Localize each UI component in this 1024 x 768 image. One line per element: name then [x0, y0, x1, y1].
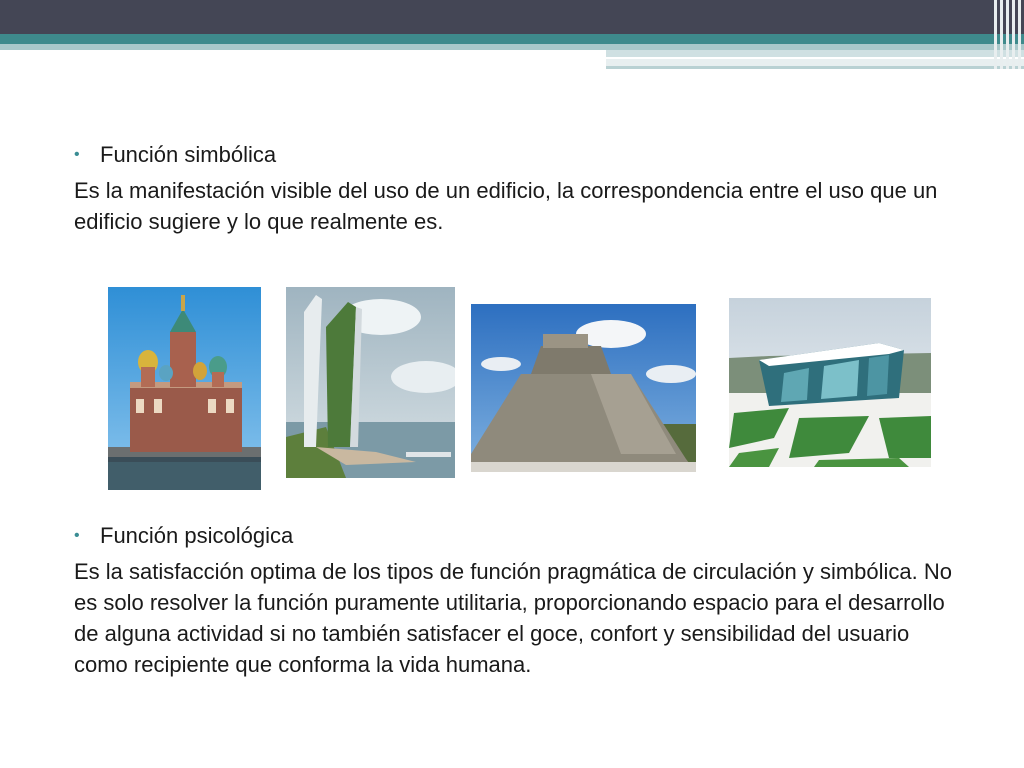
bullet-funcion-psicologica	[74, 523, 293, 549]
header-tab-line	[606, 57, 1024, 59]
glass-pavilion-photo	[729, 298, 931, 467]
bullet-funcion-simbolica	[74, 142, 276, 168]
header-vertical-stripes	[992, 0, 1024, 69]
paragraph-psicologica: Es la satisfacción optima de los tipos de función pragmática de circulación y simbólica. No es solo resolver la función puramente utilitaria, proporcionando espacio para el desarrollo de alguna actividad si no también satisfacer el goce, confort y sensibilidad del usuario como recipiente que conforma la vida humana.	[74, 559, 952, 677]
bullet-title: Función simbólica	[100, 142, 277, 167]
header-teal-band	[0, 34, 1024, 44]
paragraph-simbolica: Es la manifestación visible del uso de un edificio, la correspondencia entre el uso que un edificio sugiere y lo que realmente es.	[74, 178, 938, 234]
slide-header-decoration	[0, 0, 1024, 75]
header-dark-band	[0, 0, 1024, 34]
bullet-title: Función psicológica	[100, 523, 294, 548]
green-skyscraper-photo	[286, 287, 455, 478]
bullet-icon: •	[74, 146, 80, 163]
header-tab-upper	[606, 50, 1024, 57]
cathedral-photo	[108, 287, 261, 490]
bullet-icon: •	[74, 527, 80, 544]
header-tab-line-bottom	[606, 66, 1024, 69]
stone-pyramid-photo	[471, 304, 696, 472]
